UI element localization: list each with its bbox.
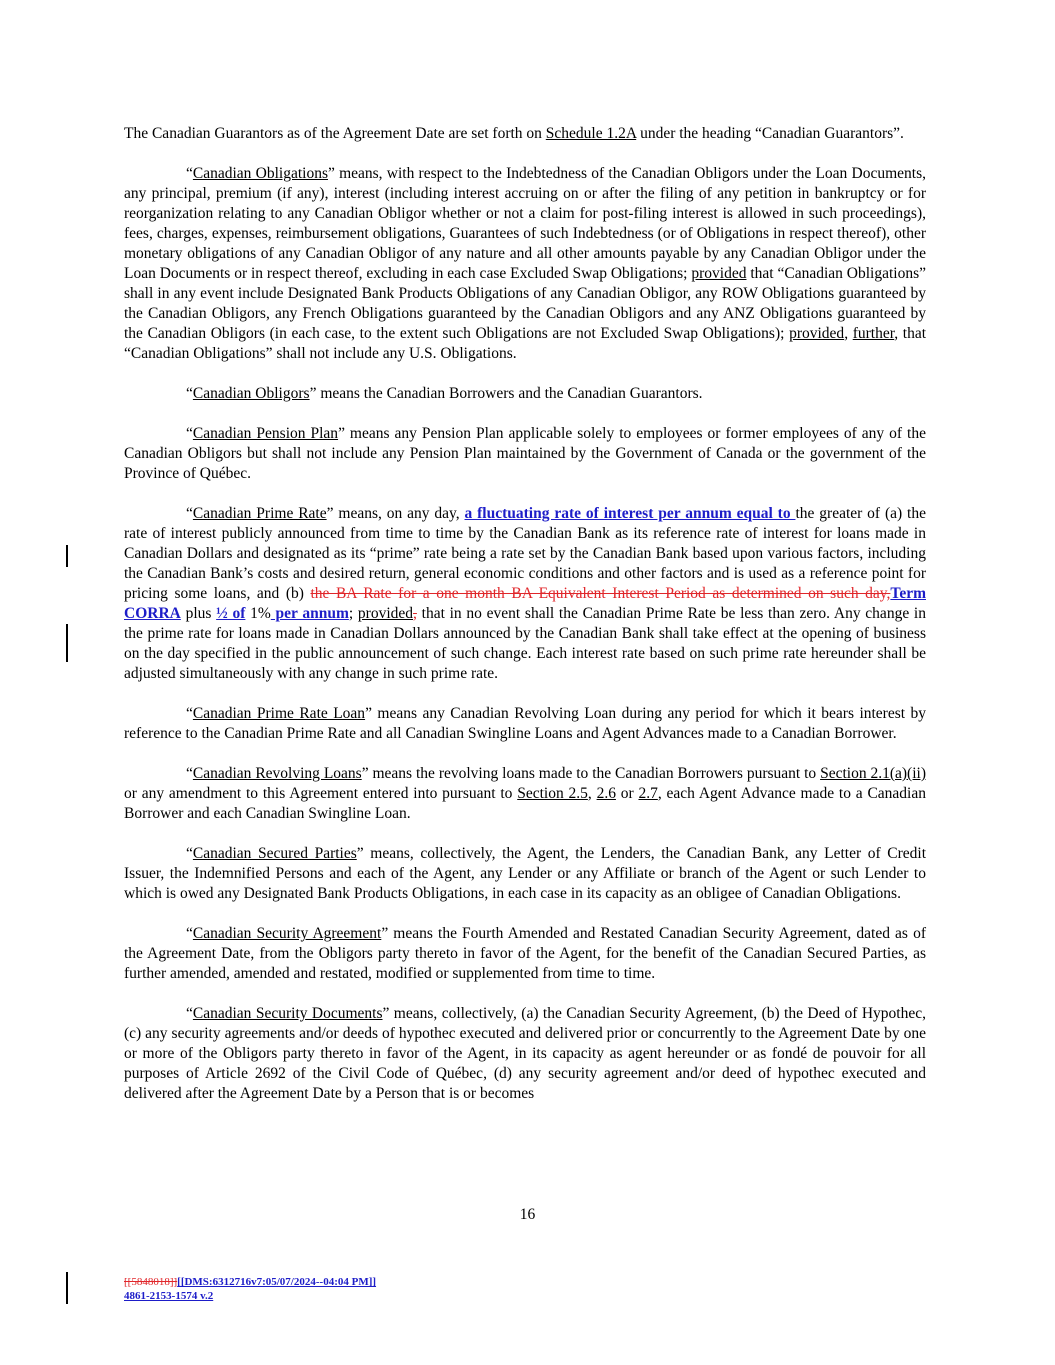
section-reference: 2.7	[638, 785, 658, 802]
definition-canadian-obligors	[124, 384, 926, 404]
definition-canadian-security-documents	[124, 1004, 926, 1104]
open-quote: “	[186, 385, 193, 402]
deleted-text: the BA Rate for a one month BA Equivalent Interest Period as determined on such day,	[310, 585, 891, 602]
text: ” means any Canadian Revolving Loan during any period for which it bears interest by reference to the Canadian Prime Rate and all Canadian Swingline Loans and Agent Advances made to a Canadian Borrower.	[124, 705, 927, 742]
defined-term: Canadian Obligations	[192, 165, 328, 182]
text: plus	[180, 605, 217, 622]
inserted-text: Term CORRA	[124, 585, 926, 622]
text: ;	[348, 605, 358, 622]
inserted-text: a fluctuating rate of interest per annum equal to	[464, 505, 796, 522]
open-quote: “	[186, 425, 193, 442]
text: ,	[587, 785, 597, 802]
text: or	[615, 785, 639, 802]
text: ” means any Pension Plan applicable solely to employees or former employees of any of the Canadian Obligors but shall not include any Pension Plan maintained by the Government of Canada or the government of the Province of Québec.	[124, 425, 926, 482]
text: ,	[844, 325, 853, 342]
document-page	[124, 124, 926, 1104]
defined-term: Canadian Security Agreement	[192, 925, 382, 942]
underlined-word: further	[852, 325, 895, 342]
open-quote: “	[186, 705, 193, 722]
section-reference: 2.6	[596, 785, 616, 802]
footer-dms-line	[124, 1275, 376, 1289]
change-bar	[66, 545, 68, 567]
text: 1%	[245, 605, 271, 622]
definition-canadian-security-agreement	[124, 924, 926, 984]
text: ” means, on any day,	[326, 505, 465, 522]
open-quote: “	[186, 925, 193, 942]
document-footer	[124, 1275, 376, 1303]
definition-canadian-prime-rate	[124, 504, 926, 684]
defined-term: Canadian Prime Rate Loan	[192, 705, 366, 722]
text: The Canadian Guarantors as of the Agreement Date are set forth on	[124, 125, 546, 142]
text: ” means, with respect to the Indebtedness of the Canadian Obligors under the Loan Documents, any principal, premium (if any), interest (including interest accruing on or after the filing of any petition in bankruptcy or for reorganization relating to any Canadian Obligor whether or not a claim for post-filing interest is allowed in such proceedings), fees, charges, expenses, reimbursement obligations, Guarantees of such Indebtedness (or of Obligations in respect thereof), other monetary obligations of any Canadian Obligor of any nature and all other amounts payable by any Canadian Obligor under the Loan Documents or in respect thereof, excluding in each case Excluded Swap Obligations;	[124, 165, 926, 282]
defined-term: Canadian Security Documents	[192, 1005, 383, 1022]
text: ” means, collectively, (a) the Canadian Security Agreement, (b) the Deed of Hypothec, (c) any security agreements and/or deeds of hypothec executed and delivered prior or concurrently to the Agreement Date by one or more of the Obligors party thereto in favor of the Agent, in its capacity as agent hereunder or as fondé de pouvoir for all purposes of Article 2692 of the Civil Code of Québec, (d) any security agreement and/or deed of hypothec executed and delivered after the Agreement Date by a Person that is or becomes	[124, 1005, 926, 1102]
open-quote: “	[186, 165, 193, 182]
defined-term: Canadian Prime Rate	[192, 505, 327, 522]
text: , each Agent Advance made to a Canadian Borrower and each Canadian Swingline Loan.	[124, 785, 926, 822]
change-bar	[66, 624, 68, 662]
text: that “Canadian Obligations” shall in any event include Designated Bank Products Obligations of any Canadian Obligor, any ROW Obligations guaranteed by the Canadian Obligors, any French Obligations guaranteed by the Canadian Obligors and any ANZ Obligations guaranteed by the Canadian Obligors (in each case, to the extent such Obligations are not Excluded Swap Obligations);	[124, 265, 926, 342]
deleted-doc-ref: [[5848018]]	[124, 1276, 178, 1288]
text: or any amendment to this Agreement entered into pursuant to	[124, 785, 518, 802]
underlined-word: provided	[789, 325, 845, 342]
text: ” means the Canadian Borrowers and the Canadian Guarantors.	[309, 385, 703, 402]
inserted-doc-ref: [[DMS:6312716v7:05/07/2024--04:04 PM]]	[177, 1276, 377, 1288]
paragraph-canadian-guarantors-tail	[124, 124, 926, 144]
footer-doc-id: 4861-2153-1574 v.2	[124, 1290, 214, 1302]
definition-canadian-obligations	[124, 164, 926, 364]
text: , that “Canadian Obligations” shall not include any U.S. Obligations.	[124, 325, 927, 362]
definition-canadian-prime-rate-loan	[124, 704, 926, 744]
inserted-text: ½ of	[216, 605, 246, 622]
text: ” means, collectively, the Agent, the Lenders, the Canadian Bank, any Letter of Credit Issuer, the Indemnified Persons and each of the Agent, any Lender or any Affiliate or branch of the Agent or such Lender to which is owed any Designated Bank Products Obligations, in each case in its capacity as an obligee of Canadian Obligations.	[124, 845, 927, 902]
text: that in no event shall the Canadian Prime Rate be less than zero. Any change in the prime rate for loans made in Canadian Dollars announced by the Canadian Bank shall take effect at the opening of business on the day specified in the public announcement of such change. Each interest rate based on such prime rate hereunder shall be adjusted simultaneously with any change in such prime rate.	[124, 605, 926, 682]
section-reference: Section 2.1(a)(ii)	[820, 765, 926, 782]
defined-term: Canadian Obligors	[192, 385, 310, 402]
underlined-word: provided	[691, 265, 747, 282]
defined-term: Canadian Secured Parties	[192, 845, 357, 862]
open-quote: “	[186, 845, 193, 862]
text: the greater of (a) the rate of interest publicly announced from time to time by the Canadian Bank as its reference rate of interest for loans made in Canadian Dollars and designated as its “prime” rate being a rate set by the Canadian Bank based upon various factors, including the Canadian Bank’s costs and desired return, general economic conditions and other factors and is used as a reference point for pricing some loans, and (b)	[124, 505, 926, 602]
inserted-text: per annum	[270, 605, 349, 622]
underlined-word: provided	[357, 605, 414, 622]
defined-term: Canadian Revolving Loans	[192, 765, 362, 782]
defined-term: Canadian Pension Plan	[192, 425, 339, 442]
deleted-text: ,	[413, 605, 417, 622]
page-number: 16	[519, 1206, 536, 1223]
definition-canadian-revolving-loans	[124, 764, 926, 824]
open-quote: “	[186, 765, 193, 782]
text: ” means the Fourth Amended and Restated Canadian Security Agreement, dated as of the Agreement Date, from the Obligors party thereto in favor of the Agent, for the benefit of the Canadian Secured Parties, as further amended, amended and restated, modified or supplemented from time to time.	[124, 925, 926, 982]
text: ” means the revolving loans made to the Canadian Borrowers pursuant to	[361, 765, 821, 782]
definition-canadian-pension-plan	[124, 424, 926, 484]
section-reference: Section 2.5	[517, 785, 588, 802]
definition-canadian-secured-parties	[124, 844, 926, 904]
schedule-reference: Schedule 1.2A	[545, 125, 637, 142]
open-quote: “	[186, 1005, 193, 1022]
open-quote: “	[186, 505, 193, 522]
text: under the heading “Canadian Guarantors”.	[636, 125, 904, 142]
change-bar	[66, 1272, 68, 1304]
